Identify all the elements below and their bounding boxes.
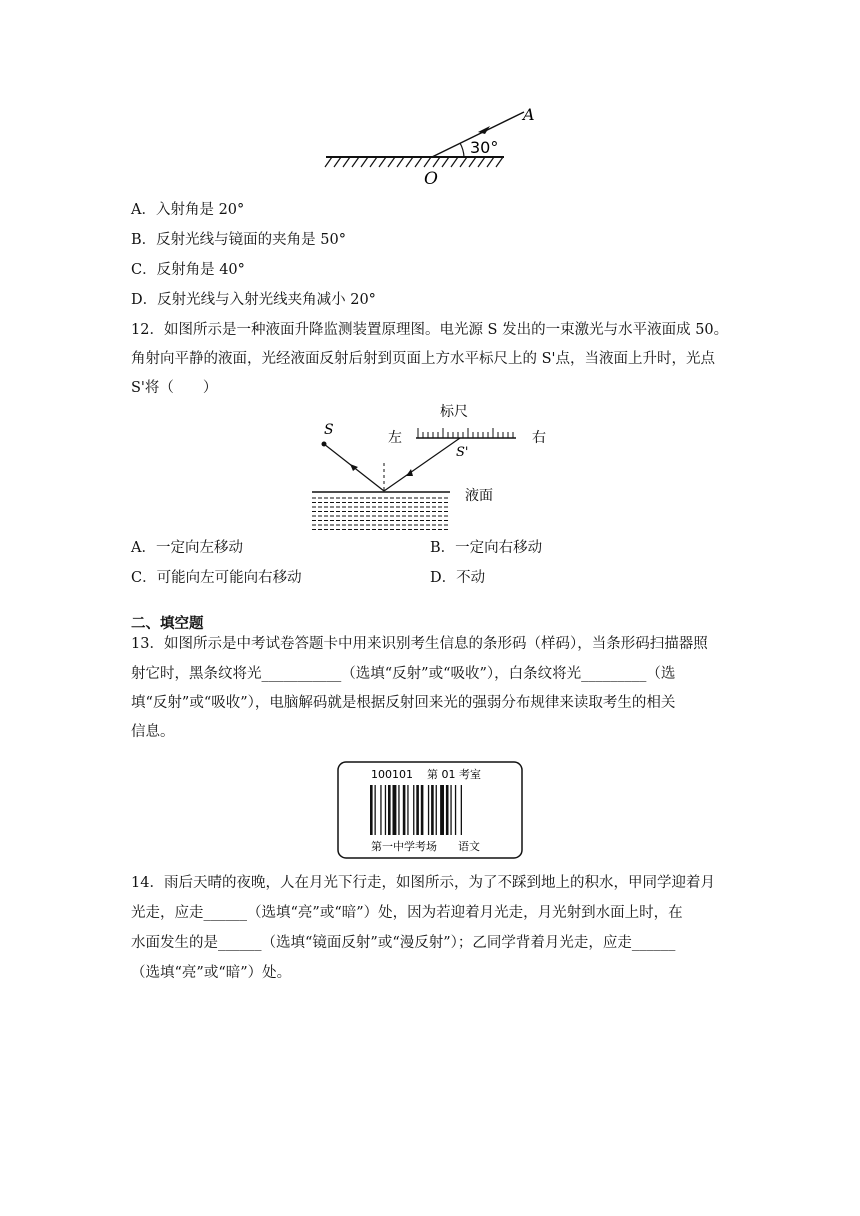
q12-option-a: A．一定向左移动 [131,540,243,556]
q12-option-c: C．可能向左可能向右移动 [131,570,302,586]
label-ruler: 标尺 [440,404,468,420]
barcode-school: 第一中学考场 [371,840,437,853]
q12-line-3: S'将（ ） [131,380,218,396]
barcode-subject: 语文 [458,840,480,853]
label-s: S [324,422,334,438]
q14-line-4: （选填“亮”或“暗”）处。 [131,965,292,981]
q13-line-4: 信息。 [131,724,175,740]
q14-line-3: 水面发生的是______（选填“镜面反射”或“漫反射”）；乙同学背着月光走，应走______ [131,935,676,951]
figure-liquid-level [310,400,560,535]
q11-option-d: D．反射光线与入射光线夹角减小 20° [131,292,376,308]
q14-line-2: 光走，应走______（选填“亮”或“暗”）处，因为若迎着月光走，月光射到水面上时，在 [131,905,683,921]
angle-label: 30° [470,138,499,157]
q11-option-a: A．入射角是 20° [131,202,245,218]
barcode-room: 第 01 考室 [427,768,481,781]
label-right: 右 [532,430,546,446]
label-s-prime: S' [456,445,469,460]
q12-line-2: 角射向平静的液面，光经液面反射后射到页面上方水平标尺上的 S'点，当液面上升时，光点 [131,351,716,367]
q11-option-b: B．反射光线与镜面的夹角是 50° [131,232,346,248]
q12-option-b: B．一定向右移动 [430,540,543,556]
q12-line-1: 12．如图所示是一种液面升降监测装置原理图。电光源 S 发出的一束激光与水平液面成 50。 [131,322,729,338]
figure-mirror-reflection [318,100,548,190]
q14-line-1: 14．雨后天晴的夜晚，人在月光下行走，如图所示，为了不踩到地上的积水，甲同学迎着月 [131,875,715,891]
section-title: 二、填空题 [131,616,204,632]
barcode-card [337,761,523,859]
label-o: O [424,169,438,189]
q13-line-1: 13．如图所示是中考试卷答题卡中用来识别考生信息的条形码（样码），当条形码扫描器照 [131,636,708,652]
label-a: A [523,105,535,124]
q13-line-3: 填“反射”或“吸收”），电脑解码就是根据反射回来光的强弱分布规律来读取考生的相关 [131,695,676,711]
q13-line-2: 射它时，黑条纹将光___________（选填“反射”或“吸收”），白条纹将光_________（选 [131,666,676,682]
q12-option-d: D．不动 [430,570,486,586]
label-left: 左 [388,430,402,446]
barcode-number: 100101 [371,768,413,781]
q11-option-c: C．反射角是 40° [131,262,245,278]
label-liquid: 液面 [465,488,493,504]
